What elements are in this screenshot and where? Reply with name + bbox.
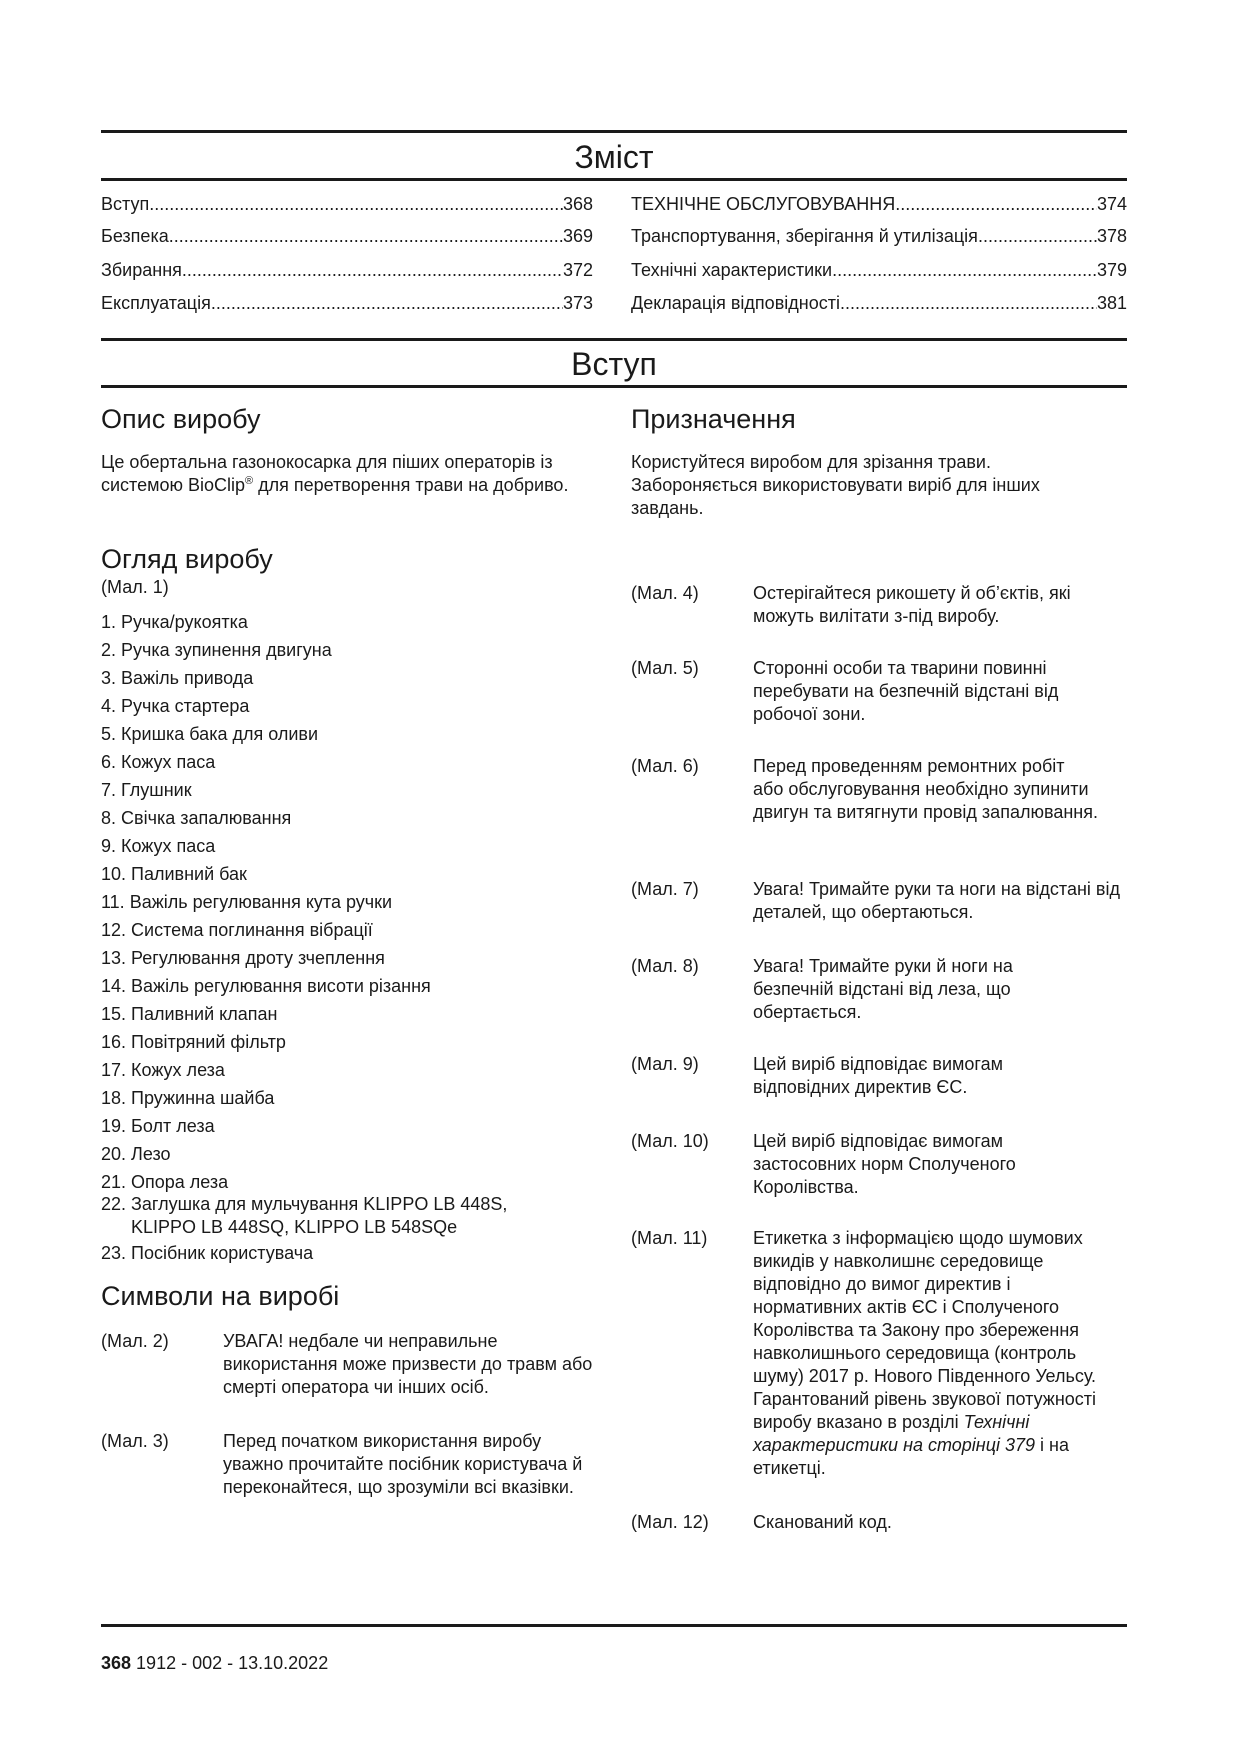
list-item: 9. Кожух паса — [101, 836, 216, 856]
list-item: 7. Глушник — [101, 780, 192, 800]
list-item: 14. Важіль регулювання висоти різання — [101, 976, 431, 996]
list-item: 21. Опора леза — [101, 1172, 229, 1192]
toc-entry-transport[interactable]: Транспортування, зберігання й утилізація ..... 378 — [631, 225, 1127, 247]
toc-entry-maintenance[interactable]: ТЕХНІЧНЕ ОБСЛУГОВУВАННЯ ..... 374 — [631, 193, 1127, 215]
toc-entry-intro[interactable]: Вступ ..... 368 — [101, 193, 593, 215]
intro-top-rule — [101, 338, 1127, 341]
overview-figure-ref: (Мал. 1) — [101, 577, 169, 597]
intro-title: Вступ — [571, 346, 657, 382]
purpose-text: Користуйтеся виробом для зрізання трави. Забороняється використовувати виріб для інших завдань. — [631, 452, 1040, 518]
list-item: 17. Кожух леза — [101, 1060, 225, 1080]
list-item: 12. Система поглинання вібрації — [101, 920, 373, 940]
footer — [101, 1652, 328, 1674]
list-item-23: 23. Посібник користувача — [101, 1243, 314, 1263]
list-item: 18. Пружинна шайба — [101, 1088, 275, 1108]
toc-entry-declaration[interactable]: Декларація відповідності ..... 381 — [631, 292, 1127, 314]
footer-rule — [101, 1624, 1127, 1627]
list-item: 5. Кришка бака для оливи — [101, 724, 319, 744]
list-item: 4. Ручка стартера — [101, 696, 250, 716]
toc-entry-operation[interactable]: Експлуатація ..... 373 — [101, 292, 593, 314]
list-item: 11. Важіль регулювання кута ручки — [101, 892, 393, 912]
overview-parts-list — [101, 608, 561, 1196]
page-number: 368 — [101, 1653, 132, 1673]
toc-title-rule — [101, 178, 1127, 181]
purpose-heading: Призначення — [631, 404, 796, 434]
toc-title: Зміст — [574, 139, 654, 175]
overview-heading: Огляд виробу — [101, 544, 273, 574]
list-item: 10. Паливний бак — [101, 864, 247, 884]
list-item: 8. Свічка запалювання — [101, 808, 292, 828]
list-item: 20. Лезо — [101, 1144, 171, 1164]
toc-entry-assembly[interactable]: Збирання ..... 372 — [101, 259, 593, 281]
list-item: 15. Паливний клапан — [101, 1004, 278, 1024]
document-code: 1912 - 002 - 13.10.2022 — [131, 1653, 329, 1673]
specs-page-link[interactable]: Технічні характеристики на сторінці 379 — [753, 1412, 1036, 1455]
intro-title-rule — [101, 385, 1127, 388]
description-text: Це обертальна газонокосарка для піших операторів із системою BioClip® для перетворення трави на добриво. — [101, 452, 569, 495]
list-item: 6. Кожух паса — [101, 752, 216, 772]
list-item: 3. Важіль привода — [101, 668, 254, 688]
list-item: 2. Ручка зупинення двигуна — [101, 640, 332, 660]
list-item: 19. Болт леза — [101, 1116, 215, 1136]
toc-entry-specs[interactable]: Технічні характеристики ..... 379 — [631, 259, 1127, 281]
list-item: 13. Регулювання дроту зчеплення — [101, 948, 385, 968]
toc-entry-safety[interactable]: Безпека ..... 369 — [101, 225, 593, 247]
description-heading: Опис виробу — [101, 404, 261, 434]
top-rule — [101, 130, 1127, 133]
list-item: 16. Повітряний фільтр — [101, 1032, 286, 1052]
list-item-22: 22. Заглушка для мульчування KLIPPO LB 448S, KLIPPO LB 448SQ, KLIPPO LB 548SQe — [101, 1194, 508, 1237]
list-item: 1. Ручка/рукоятка — [101, 612, 248, 632]
symbols-heading: Символи на виробі — [101, 1281, 340, 1311]
